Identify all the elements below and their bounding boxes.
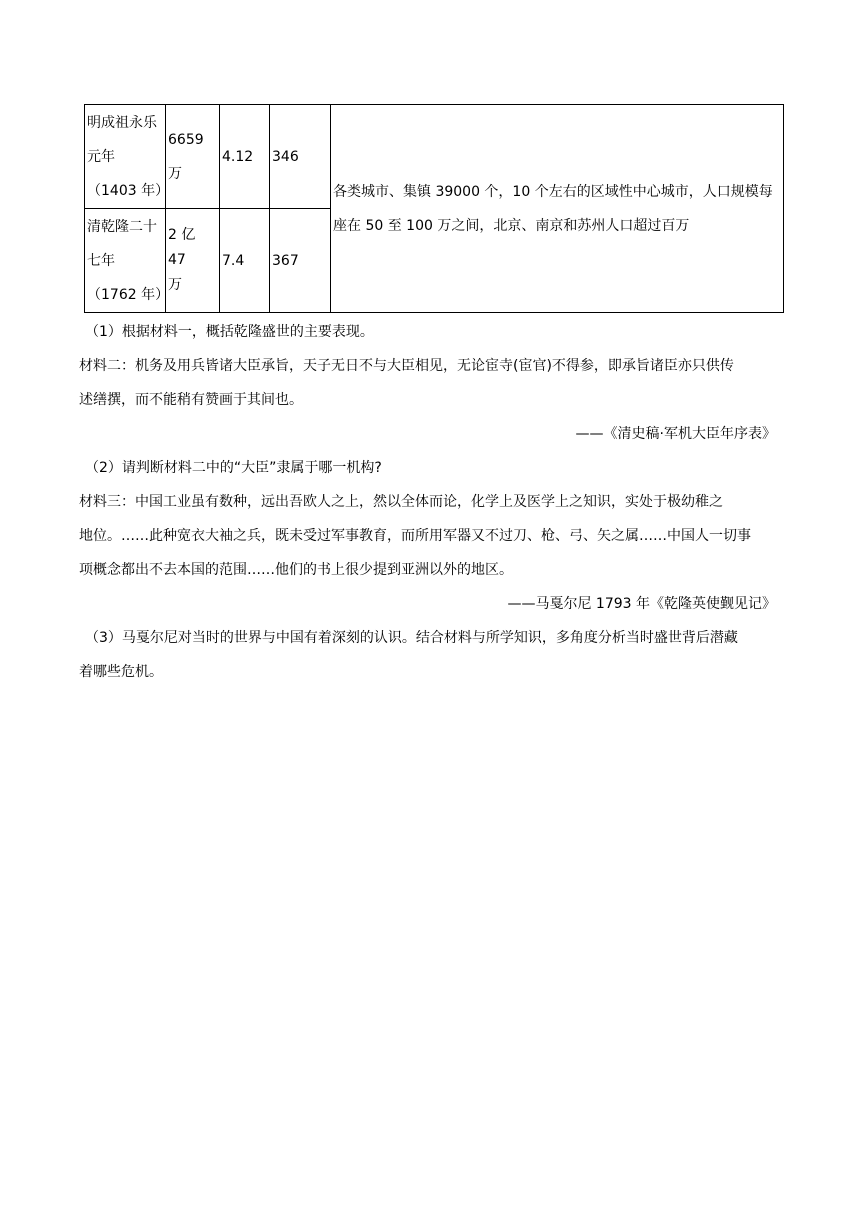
description-line: 座在 50 至 100 万之间，北京、南京和苏州人口超过百万 <box>333 217 690 234</box>
era-line: 清乾隆二十 <box>87 218 157 235</box>
era-cell <box>85 105 170 209</box>
material-2-line: 述缮撰，而不能稍有赞画于其间也。 <box>79 392 303 408</box>
era-line: 元年 <box>87 148 115 165</box>
question-3-line: 着哪些危机。 <box>79 664 163 680</box>
material-3-source: ——马戛尔尼 1793 年《乾隆英使觐见记》 <box>507 596 776 612</box>
population-line: 万 <box>168 277 182 293</box>
material-2-source: ——《清史稿·军机大臣年序表》 <box>575 426 776 442</box>
era-year: （1403 年） <box>87 182 170 199</box>
population-table <box>84 104 784 313</box>
material-3-line: 材料三：中国工业虽有数种，远出吾欧人之上，然以全体而论，化学上及医学上之知识，实处于极幼稚之 <box>79 494 723 510</box>
value-cell: 346 <box>270 105 331 209</box>
question-2: （2）请判断材料二中的“大臣”隶属于哪一机构? <box>85 460 382 476</box>
merged-description-cell <box>331 105 784 313</box>
description-line: 各类城市、集镇 39000 个，10 个左右的区域性中心城市，人口规模每 <box>333 183 773 200</box>
material-3-line: 地位。……此种宽衣大袖之兵，既未受过军事教育，而所用军器又不过刀、枪、弓、矢之属……中国人一切事 <box>79 528 751 544</box>
era-line: 明成祖永乐 <box>87 114 157 131</box>
material-2-line: 材料二：机务及用兵皆诸大臣承旨，天子无日不与大臣相见，无论宦寺(宦官)不得参，即承旨诸臣亦只供传 <box>79 358 734 374</box>
population-cell: 6659 万 <box>166 105 220 209</box>
era-cell <box>85 209 170 313</box>
value-cell: 7.4 <box>220 209 270 313</box>
era-line: 七年 <box>87 252 115 269</box>
value-cell: 4.12 <box>220 105 270 209</box>
material-3-line: 项概念都出不去本国的范围……他们的书上很少提到亚洲以外的地区。 <box>79 562 513 578</box>
era-year: （1762 年） <box>87 286 170 303</box>
value-cell: 367 <box>270 209 331 313</box>
question-1: （1）根据材料一，概括乾隆盛世的主要表现。 <box>85 324 374 340</box>
population-cell <box>166 209 220 313</box>
population-line: 2 亿 47 <box>168 227 196 268</box>
table-row <box>85 105 784 209</box>
question-3-line: （3）马戛尔尼对当时的世界与中国有着深刻的认识。结合材料与所学知识，多角度分析当时盛世背后潜藏 <box>85 630 738 646</box>
